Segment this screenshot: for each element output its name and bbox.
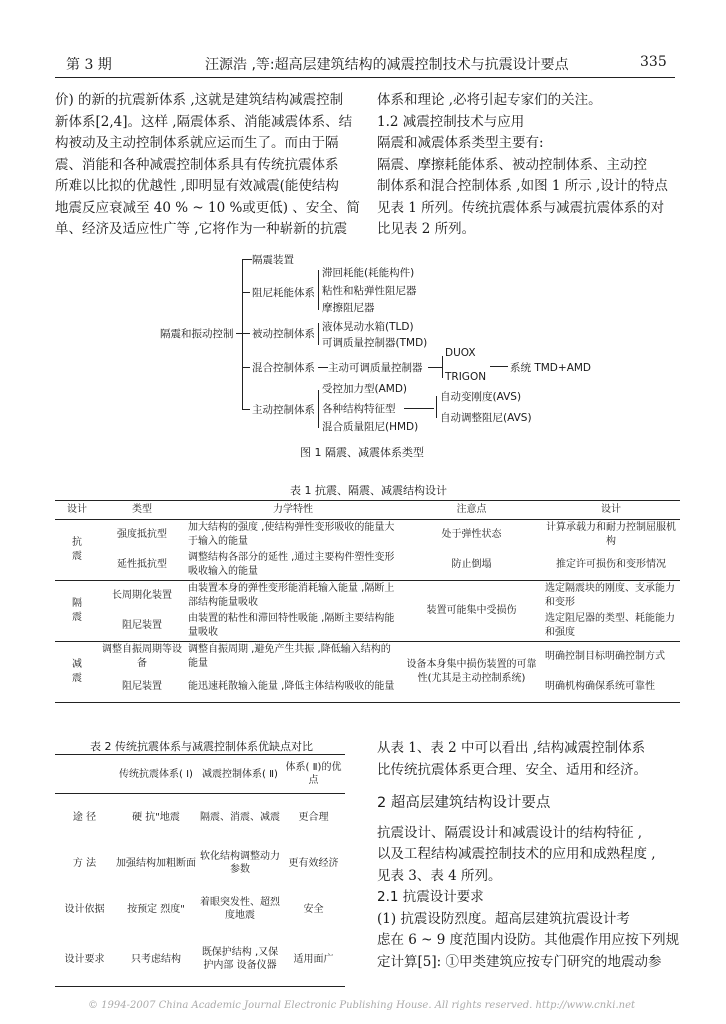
active-item: 各种结构特征型 (322, 403, 396, 415)
table-cell: 适用面广 (293, 953, 334, 965)
table-row (55, 840, 345, 886)
type-cell: 延性抵抗型 (117, 559, 167, 570)
text-line: 制体系和混合控制体系 ,如图 1 所示 ,设计的特点 (377, 178, 668, 194)
design-cell: 推定许可损伤和变形情况 (556, 559, 666, 570)
table-row (55, 611, 680, 642)
running-title: 汪源浩 ,等:超高层建筑结构的减震控制技术与抗震设计要点 (205, 57, 569, 73)
text-line: 震、消能和各种减震控制体系具有传统抗震体系 (55, 156, 339, 173)
node-hybrid-system: 混合控制体系 (252, 362, 315, 374)
active-sub: 自动变刚度(AVS) (440, 391, 522, 403)
arrow-line (404, 408, 434, 409)
table-cell: 安全 (303, 903, 324, 915)
table-header-row (55, 501, 680, 520)
active-sub: 自动调整阻尼(AVS) (440, 412, 532, 424)
hybrid-tmd-amd: 系统 TMD+AMD (510, 362, 592, 374)
text-line: 价) 的新的抗震新体系 ,这就是建筑结构减震控制 (55, 92, 344, 108)
row-label: 设计依据 (64, 903, 105, 915)
text-line: 比见表 2 所列。 (377, 221, 476, 237)
bracket-line (318, 323, 319, 345)
type-cell: 长周期化装置 (112, 590, 172, 601)
table-row (55, 886, 345, 932)
right-column (377, 90, 677, 241)
col-header (55, 755, 114, 794)
arrow-line (428, 367, 442, 368)
damping-item: 滞回耗能(耗能构件) (322, 267, 415, 279)
col-header: 类型 (99, 501, 185, 520)
table-cell: 既保护结构 ,又保护内部 设备仪器 (201, 947, 279, 971)
copyright-footer: © 1994-2007 China Academic Journal Electronic Publishing House. All rights reserved. http://www.cnki.net (88, 1000, 636, 1011)
text-line: 见表 1 所列。传统抗震体系与减震抗震体系的对 (377, 199, 665, 216)
row-label: 方 法 (72, 857, 97, 869)
bracket-line (242, 333, 250, 334)
design-cell: 明确控制目标明确控制方式 (545, 651, 665, 662)
table-row (55, 520, 680, 551)
bracket-line (242, 292, 250, 293)
type-cell: 调整自振周期等设备 (102, 644, 182, 669)
mech-cell: 能迅速耗散输入能量 ,降低主体结构吸收的能量 (188, 681, 395, 692)
table-cell: 只考虑结构 (131, 953, 181, 965)
bracket-line (242, 409, 250, 410)
table1-caption: 表 1 抗震、隔震、减震结构设计 (290, 484, 447, 497)
mech-cell: 调整自振周期 ,避免产生共振 ,降低输入结构的能量 (188, 644, 391, 669)
diagram-root: 隔震和振动控制 (160, 328, 234, 340)
text-line: 地震反应衰减至 40 % ~ 10 %或更低) 、安全、简 (55, 199, 360, 216)
col-header: 设计 (55, 501, 99, 520)
text-line: 从表 1、表 2 中可以看出 ,结构减震控制体系 (377, 740, 646, 756)
text-line: 构被动及主动控制体系就应运而生了。而由于隔 (55, 135, 339, 151)
node-active-system: 主动控制体系 (252, 404, 315, 416)
group-cell: 抗 震 (55, 520, 99, 581)
note-cell: 装置可能集中受损伤 (426, 605, 517, 616)
table-1 (55, 500, 680, 703)
bracket-line (318, 390, 319, 428)
text-line: 单、经济及适应性广等 ,它将作为一种崭新的抗震 (55, 221, 348, 237)
table-2 (55, 754, 345, 987)
table-cell: 软化结构调整动力参数 (200, 851, 280, 875)
col-header: 设计 (542, 501, 680, 520)
passive-item: 液体晃动水箱(TLD) (322, 321, 414, 333)
node-damping-system: 阻尼耗能体系 (252, 287, 315, 299)
table-cell: 按预定 烈度" (127, 903, 185, 915)
text-line: (1) 抗震设防烈度。超高层建筑抗震设计考 (377, 910, 630, 927)
table-cell: 隔震、消震、减震 (200, 811, 280, 823)
type-cell: 阻尼装置 (122, 620, 162, 631)
table-row (55, 581, 680, 612)
col-header: 传统抗震体系( Ⅰ) (119, 768, 193, 780)
group-cell: 隔 震 (55, 581, 99, 642)
design-cell: 选定隔震块的刚度、支承能力和变形 (545, 583, 675, 608)
note-cell: 设备本身集中损伤装置的可靠性(尤其是主动控制系统) (406, 659, 537, 684)
passive-item: 可调质量控制器(TMD) (322, 337, 428, 349)
subsection-heading: 2.1 抗震设计要求 (377, 889, 484, 905)
row-label: 途 径 (72, 811, 97, 823)
type-cell: 强度抵抗型 (117, 529, 167, 540)
table-row (55, 550, 680, 581)
text-line: 比传统抗震体系更合理、安全、适用和经济。 (377, 761, 647, 778)
damping-item: 摩擦阻尼器 (322, 302, 375, 314)
hybrid-duox: DUOX (445, 347, 476, 359)
damping-item: 粘性和粘弹性阻尼器 (322, 285, 417, 297)
design-cell: 选定阻尼器的类型、耗能能力和强度 (545, 613, 675, 638)
table-row (55, 794, 345, 841)
table-cell: 硬 抗"地震 (132, 811, 180, 823)
table-header-row (55, 755, 345, 794)
text-line: 体系和理论 ,必将引起专家们的关注。 (377, 92, 602, 108)
note-cell: 防止倒塌 (451, 559, 492, 570)
bracket-line (242, 367, 250, 368)
bracket-line (318, 270, 319, 310)
col-header: 力学特性 (185, 501, 401, 520)
node-isolation: 隔震装置 (252, 254, 294, 266)
hybrid-item: 主动可调质量控制器 (328, 362, 423, 374)
page-number: 335 (640, 54, 667, 70)
col-header: 体系( Ⅱ)的优点 (285, 762, 342, 786)
text-line: 隔震、摩擦耗能体系、被动控制体系、主动控 (377, 156, 647, 173)
text-line: 定计算[5]: ①甲类建筑应按专门研究的地震动参 (377, 953, 662, 970)
left-column (55, 90, 360, 241)
arrow-line (318, 367, 328, 368)
issue-label: 第 3 期 (66, 57, 112, 73)
table-row (55, 642, 680, 673)
table-cell: 更有效经济 (288, 857, 339, 869)
mech-cell: 调整结构各部分的延性 ,通过主要构件塑性变形吸收输入的能量 (188, 552, 395, 577)
table-cell: 加强结构加粗断面 (116, 857, 196, 869)
header-rule (55, 77, 675, 78)
text-line: 所难以比拟的优越性 ,即明显有效减震(能使结构 (55, 178, 339, 194)
text-line: 隔震和减震体系类型主要有: (377, 135, 544, 151)
col-header: 注意点 (401, 501, 542, 520)
bracket-line (242, 259, 252, 260)
bracket-line (442, 356, 443, 378)
right-lower-column (377, 738, 680, 973)
figure-caption: 图 1 隔震、减震体系类型 (300, 446, 424, 459)
node-passive-system: 被动控制体系 (252, 328, 315, 340)
section-heading: 2 超高层建筑结构设计要点 (377, 795, 551, 811)
text-line: 见表 3、表 4 所列。 (377, 867, 502, 884)
text-line: 虑在 6 ~ 9 度范围内设防。其他震作用应按下列规 (377, 932, 680, 948)
table-cell: 着眼突发性、超烈度地震 (200, 897, 280, 921)
row-label: 设计要求 (64, 953, 105, 965)
text-line: 以及工程结构减震控制技术的应用和成熟程度 , (377, 846, 656, 862)
bracket-line (436, 396, 437, 418)
active-item: 混合质量阻尼(HMD) (322, 421, 419, 433)
text-line: 抗震设计、隔震设计和减震设计的结构特征 , (377, 824, 643, 841)
note-cell: 处于弹性状态 (441, 529, 502, 540)
mech-cell: 由装置本身的弹性变形能消耗输入能量 ,隔断上部结构能量吸收 (188, 583, 395, 608)
design-cell: 明确机构确保系统可靠性 (545, 681, 655, 692)
type-cell: 阻尼装置 (122, 681, 162, 692)
group-cell: 减 震 (72, 659, 82, 684)
mech-cell: 由装置的粘性和滞回特性吸能 ,隔断主要结构能量吸收 (188, 613, 395, 638)
table-row (55, 672, 680, 703)
text-line: 新体系[2,4]。这样 ,隔震体系、消能减震体系、结 (55, 113, 353, 130)
arrow-line (490, 366, 508, 367)
design-cell: 计算承载力和耐力控制屈服机构 (546, 522, 676, 547)
bracket-line (242, 259, 243, 409)
active-item: 受控加力型(AMD) (322, 383, 408, 395)
table2-caption: 表 2 传统抗震体系与减震控制体系优缺点对比 (90, 740, 313, 753)
section-heading: 1.2 减震控制技术与应用 (377, 113, 525, 130)
mech-cell: 加大结构的强度 ,使结构弹性变形吸收的能量大于输入的能量 (188, 522, 395, 547)
table-row (55, 932, 345, 987)
hybrid-trigon: TRIGON (445, 371, 487, 383)
table-cell: 更合理 (298, 811, 329, 823)
col-header: 减震控制体系( Ⅱ) (202, 768, 278, 780)
